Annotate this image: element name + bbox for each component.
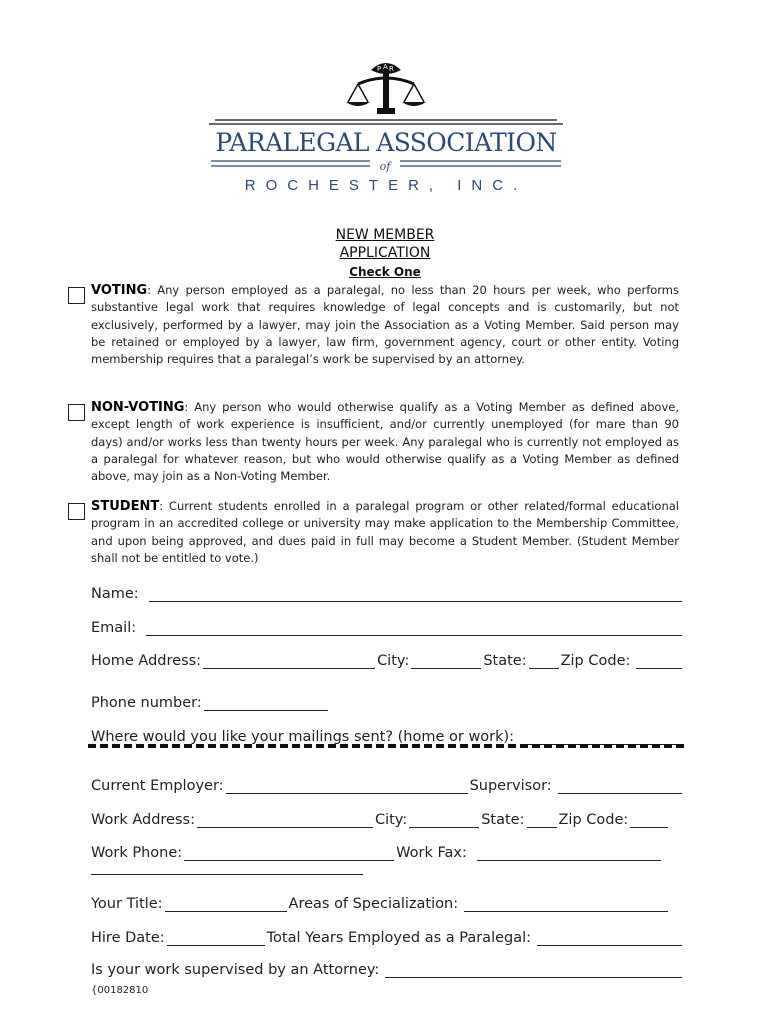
work-address-label: Work Address: bbox=[91, 812, 195, 828]
work-zip-field[interactable] bbox=[630, 811, 668, 828]
non-voting-heading: NON-VOTING bbox=[91, 400, 185, 415]
your-title-row bbox=[91, 890, 684, 912]
home-zip-label: Zip Code: bbox=[560, 653, 631, 669]
mailings-label: Where would you like your mailings sent? (home or work): bbox=[91, 729, 515, 745]
areas-field[interactable] bbox=[464, 895, 668, 912]
work-fax-continuation-field[interactable] bbox=[91, 874, 363, 875]
supervised-row bbox=[91, 956, 684, 978]
work-state-label: State: bbox=[481, 812, 525, 828]
work-fax-label: Work Fax: bbox=[396, 845, 467, 861]
work-phone-row bbox=[91, 839, 684, 861]
work-address-field[interactable] bbox=[197, 811, 373, 828]
non-voting-checkbox[interactable] bbox=[68, 404, 85, 421]
email-label: Email: bbox=[91, 620, 137, 636]
work-city-label: City: bbox=[374, 812, 408, 828]
non-voting-text: : Any person who would otherwise qualify as a Voting Member as defined above, except length of work experience is insufficient, and/or currently unemployed (for mare than 90 days) and/or works less than twenty hours per week. Any paralegal who is currently not employed as a paralegal for whatever reason, but who would otherwise qualify as a Voting Member as defined above, may join as a Non-Voting Member. bbox=[91, 400, 679, 484]
voting-checkbox[interactable] bbox=[68, 287, 85, 304]
logo-scales-emblem bbox=[205, 58, 567, 128]
title-new-member: NEW MEMBER bbox=[335, 227, 435, 243]
title-application: APPLICATION bbox=[339, 245, 431, 261]
student-checkbox[interactable] bbox=[68, 503, 85, 520]
voting-description bbox=[91, 282, 679, 368]
home-state-field[interactable] bbox=[529, 652, 559, 669]
phone-field[interactable] bbox=[204, 694, 328, 711]
name-field[interactable] bbox=[149, 585, 682, 602]
work-fax-field[interactable] bbox=[477, 844, 661, 861]
supervised-field[interactable] bbox=[385, 961, 682, 978]
logo-letter-r: R bbox=[389, 65, 394, 73]
years-employed-label: Total Years Employed as a Paralegal: bbox=[266, 930, 532, 946]
email-row bbox=[91, 614, 684, 636]
work-phone-field[interactable] bbox=[184, 844, 394, 861]
mailings-row bbox=[91, 723, 684, 745]
phone-label: Phone number: bbox=[91, 695, 202, 711]
home-city-field[interactable] bbox=[411, 652, 481, 669]
supervisor-field[interactable] bbox=[558, 777, 682, 794]
hire-date-row bbox=[91, 924, 684, 946]
areas-label: Areas of Specialization: bbox=[288, 896, 459, 912]
non-voting-description bbox=[91, 399, 679, 485]
work-zip-label: Zip Code: bbox=[558, 812, 629, 828]
section-divider bbox=[88, 744, 684, 748]
name-label: Name: bbox=[91, 586, 139, 602]
home-address-field[interactable] bbox=[203, 652, 375, 669]
home-city-label: City: bbox=[377, 653, 410, 669]
logo-city-text: ROCHESTER, INC. bbox=[244, 177, 528, 194]
supervised-label: Is your work supervised by an Attorney: bbox=[91, 962, 380, 978]
home-zip-field[interactable] bbox=[636, 652, 682, 669]
document-id: {00182810 bbox=[91, 985, 149, 996]
check-one-label: Check One bbox=[349, 265, 421, 279]
student-heading: STUDENT bbox=[91, 499, 160, 514]
work-phone-label: Work Phone: bbox=[91, 845, 183, 861]
logo-org-name: PARALEGAL ASSOCIATION bbox=[215, 128, 557, 157]
home-state-label: State: bbox=[483, 653, 527, 669]
student-text: : Current students enrolled in a paralegal program or other related/formal educational program in an accredited college or university may make application to the Membership Committee, and upon being approved, and dues paid in full may become a Student Member. (Student Member shall not be entitled to vote.) bbox=[91, 499, 679, 565]
your-title-label: Your Title: bbox=[91, 896, 163, 912]
years-employed-field[interactable] bbox=[537, 929, 682, 946]
work-address-row bbox=[91, 806, 684, 828]
employer-label: Current Employer: bbox=[91, 778, 224, 794]
name-row bbox=[91, 580, 684, 602]
employer-row bbox=[91, 772, 684, 794]
supervisor-label: Supervisor: bbox=[469, 778, 552, 794]
work-city-field[interactable] bbox=[409, 811, 479, 828]
logo-letter-a: A bbox=[383, 63, 388, 71]
home-address-label: Home Address: bbox=[91, 653, 202, 669]
student-description bbox=[91, 498, 679, 567]
home-address-row bbox=[91, 647, 684, 669]
logo-letter-p: P bbox=[377, 65, 382, 73]
voting-heading: VOTING bbox=[91, 283, 148, 298]
logo-of-text: of bbox=[370, 160, 400, 173]
email-field[interactable] bbox=[146, 619, 682, 636]
hire-date-label: Hire Date: bbox=[91, 930, 165, 946]
phone-row bbox=[91, 689, 684, 711]
voting-text: : Any person employed as a paralegal, no less than 20 hours per week, who performs substantive legal work that requires knowledge of legal concepts and is customarily, but not exclusively, performed by a lawyer, may join the Association as a Voting Member. Said person may be retained or employed by a lawyer, law firm, government agency, court or other entity. Voting membership requires that a paralegal’s work be supervised by an attorney. bbox=[91, 283, 679, 367]
employer-field[interactable] bbox=[226, 777, 468, 794]
hire-date-field[interactable] bbox=[167, 929, 265, 946]
your-title-field[interactable] bbox=[165, 895, 287, 912]
mailings-field[interactable] bbox=[520, 728, 682, 745]
work-state-field[interactable] bbox=[527, 811, 557, 828]
